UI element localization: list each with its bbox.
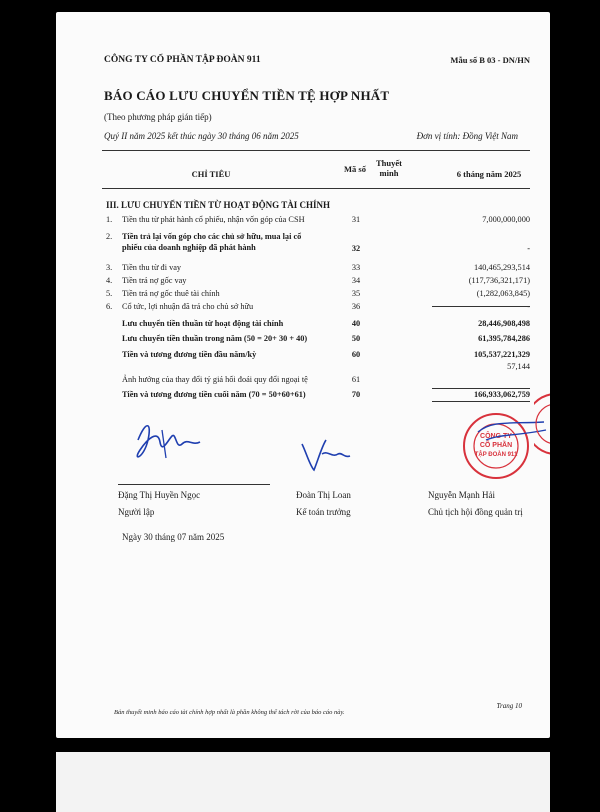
table-row [56, 262, 550, 273]
next-page-edge [56, 752, 550, 812]
report-date: Ngày 30 tháng 07 năm 2025 [122, 532, 225, 542]
currency-unit: Đơn vị tính: Đồng Việt Nam [416, 131, 518, 141]
row-code: 40 [351, 319, 361, 328]
row-description-continued: phiếu của doanh nghiệp đã phát hành [122, 243, 256, 252]
row-value: - [527, 302, 530, 311]
row-description: Cổ tức, lợi nhuận đã trả cho chủ sở hữu [122, 302, 254, 311]
row-value: 105,537,221,329 [473, 350, 530, 359]
row-number: 6. [106, 302, 113, 311]
table-row [56, 288, 550, 299]
stamp-line2: CỔ PHẦN [479, 442, 513, 449]
row-number: 2. [106, 232, 113, 241]
row-code: 33 [351, 263, 361, 272]
column-header-maso: Mã số [344, 164, 366, 174]
row-code: 32 [351, 244, 361, 253]
row-code: 35 [351, 289, 361, 298]
row-code: 31 [351, 215, 361, 224]
row-description: Tiền và tương đương tiền cuối năm (70 = 50+60+61) [122, 390, 306, 399]
table-row [56, 318, 550, 329]
row-value: 57,144 [507, 362, 530, 371]
table-row [56, 389, 550, 400]
subtotal-rule [432, 306, 530, 307]
row-code: 50 [351, 334, 361, 343]
row-code: 70 [351, 390, 361, 399]
row-code: 36 [351, 302, 361, 311]
row-value: 61,395,784,286 [478, 334, 530, 343]
report-title: BÁO CÁO LƯU CHUYỂN TIỀN TỆ HỢP NHẤT [104, 88, 390, 103]
column-header-period: 6 tháng năm 2025 [456, 169, 522, 179]
row-code: 60 [351, 350, 361, 359]
preparer-signature-icon [118, 410, 218, 470]
table-row [56, 214, 550, 225]
row-code: 61 [351, 375, 361, 384]
column-header-thuyetminh: Thuyết minh [376, 158, 402, 178]
table-row [56, 349, 550, 360]
total-rule-top [432, 388, 530, 389]
row-number: 3. [106, 263, 113, 272]
row-code: 34 [351, 276, 361, 285]
preparer-role: Người lập [118, 507, 155, 517]
company-name: CÔNG TY CỔ PHẦN TẬP ĐOÀN 911 [104, 55, 261, 65]
chairman-name: Nguyễn Mạnh Hải [428, 490, 495, 500]
row-description: Tiền trả lại vốn góp cho các chủ sở hữu, mua lại cổ [122, 232, 302, 241]
stamp-line3: TẬP ĐOÀN 911 [474, 452, 518, 458]
preparer-line [118, 484, 270, 485]
row-description: Tiền trả nợ gốc vay [122, 276, 187, 285]
report-page [56, 12, 550, 738]
row-number: 4. [106, 276, 113, 285]
chairman-role: Chủ tịch hội đồng quản trị [428, 507, 523, 517]
section-heading: III. LƯU CHUYỂN TIỀN TỪ HOẠT ĐỘNG TÀI CHÍNH [106, 200, 330, 210]
row-description: Lưu chuyển tiền thuần trong năm (50 = 20+ 30 + 40) [122, 334, 308, 343]
preparer-name: Đặng Thị Huyền Ngọc [118, 490, 201, 500]
row-number: 5. [106, 289, 113, 298]
row-description: Lưu chuyển tiền thuần từ hoạt động tài chính [122, 319, 284, 328]
row-number: 1. [106, 215, 113, 224]
row-description: Ảnh hưởng của thay đổi tỷ giá hối đoái quy đổi ngoại tệ [122, 375, 308, 384]
accountant-name: Đoàn Thị Loan [296, 490, 351, 500]
row-value: 140,465,293,514 [473, 263, 530, 272]
row-value: 7,000,000,000 [482, 215, 530, 224]
stamp-line1: CÔNG TY [480, 433, 512, 440]
table-row [56, 333, 550, 344]
row-description: Tiền thu từ phát hành cổ phiếu, nhận vốn góp của CSH [122, 215, 305, 224]
table-row [56, 275, 550, 286]
row-value: (1,282,063,845) [476, 289, 530, 298]
header-top-rule [102, 150, 530, 151]
footer-note: Bản thuyết minh báo cáo tài chính hợp nhất là phần không thể tách rời của báo cáo này. [114, 709, 345, 716]
header-bottom-rule [102, 188, 530, 189]
row-value: - [527, 244, 530, 253]
row-value: (117,736,321,171) [468, 276, 530, 285]
table-row [56, 362, 550, 385]
column-header-chitieu: CHỈ TIÊU [191, 169, 231, 179]
row-description: Tiền và tương đương tiền đầu năm/kỳ [122, 350, 257, 359]
total-rule-bottom [432, 401, 530, 402]
row-value: 166,933,062,759 [473, 390, 530, 399]
row-description: Tiền thu từ đi vay [122, 263, 182, 272]
row-description: Tiền trả nợ gốc thuê tài chính [122, 289, 220, 298]
adjacent-stamp-icon [534, 374, 550, 474]
form-number: Mẫu số B 03 - DN/HN [450, 55, 530, 65]
report-method: (Theo phương pháp gián tiếp) [104, 112, 212, 122]
table-row [56, 231, 550, 253]
accountant-role: Kế toán trưởng [296, 507, 351, 517]
page-number: Trang 10 [496, 702, 522, 710]
row-value: 28,446,908,498 [478, 319, 530, 328]
accountant-signature-icon [292, 430, 362, 480]
report-period: Quý II năm 2025 kết thúc ngày 30 tháng 06 năm 2025 [104, 131, 299, 141]
